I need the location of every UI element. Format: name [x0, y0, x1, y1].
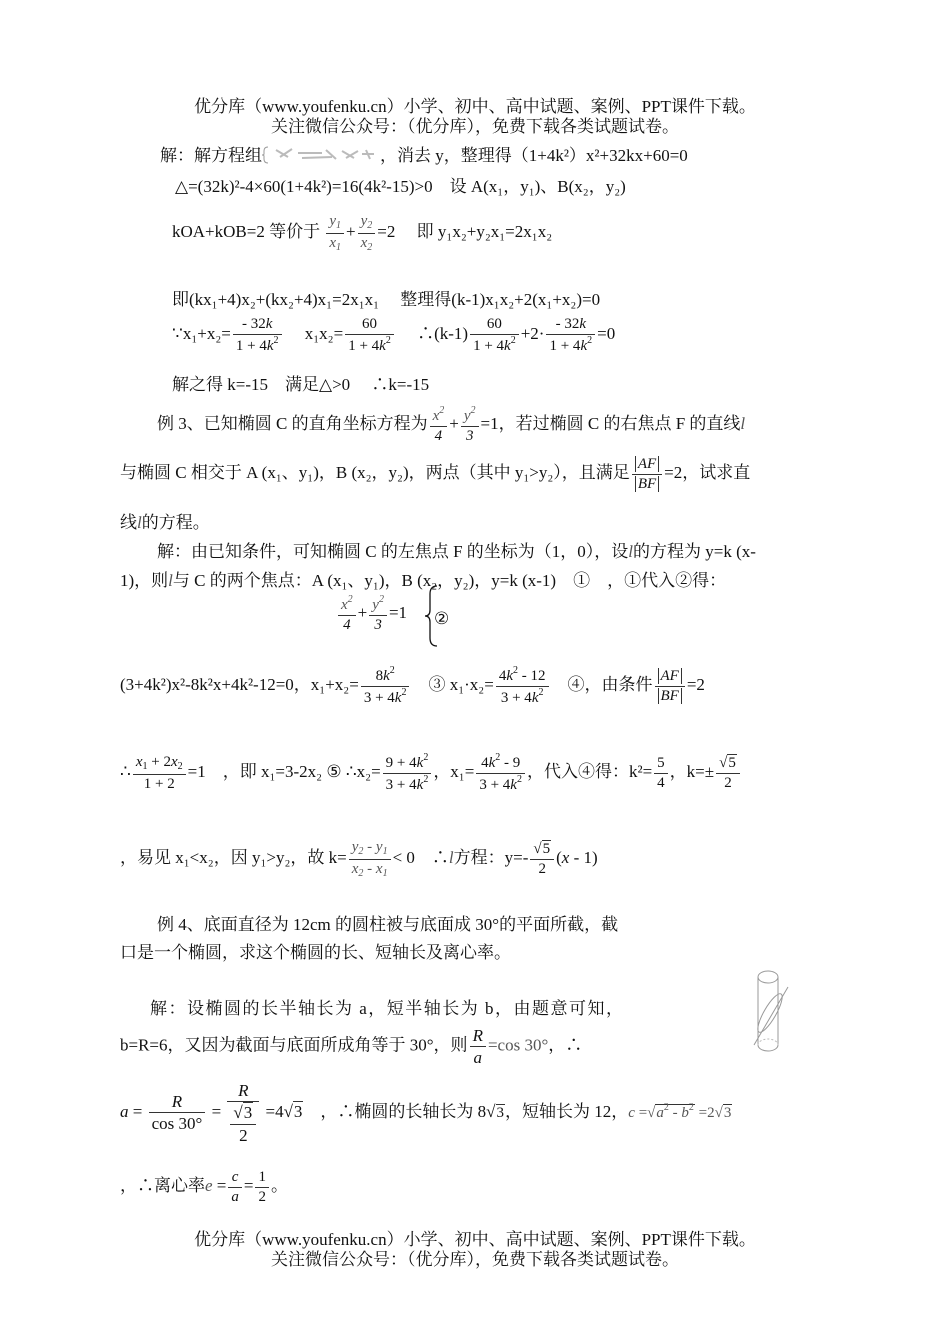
frac-product: $\frac{60}{1 + 4k^2}$: [345, 315, 394, 356]
frac-one-half: $\frac{1}{2}$: [255, 1168, 269, 1207]
ex3-sol-line3: (3+4k²)x²-8k²x+4k²-12=0，x₁+x₂= $\frac{8k^2}{3 + 4k^2}$ ③ x₁·x₂= $\frac{4k^2 - 12}{3 + 4k^2}$ ④，由条件 $\frac{AF}{BF}$ =2: [120, 665, 705, 706]
ex4-sol-line2: b=R=6，又因为截面与底面所成角等于 30°，则 $\frac{R}{a}$ =cos 30°，∴: [120, 1026, 583, 1068]
frac-R-a: $\frac{R}{a}$: [470, 1025, 486, 1069]
ratio-af-bf: $\frac{AF}{BF}$: [632, 455, 662, 494]
footer-line-2: 关注微信公众号：（优分库），免费下载各类试题试卷。: [271, 1250, 679, 1269]
frac-slope: $\frac{y_2 - y_1}{x_2 - x_1}$: [349, 838, 391, 880]
ex3-sol-line4: ∴ $\frac{x_1 + 2x_2}{1 + 2}$ =1 ，即 x₁=3-2x₂ ⑤ ∴x₂= $\frac{9 + 4k^2}{3 + 4k^2}$ ，x₁= $\frac{4k^2 - 9}{3 + 4k^2}$ ，代入④得：k²= $\frac{5}{4}$ ，k=± $\frac{√5}{2}$: [120, 752, 742, 795]
cylinder-figure: [748, 965, 796, 1065]
header-line-1: 优分库（www.youfenku.cn）小学、初中、高中试题、案例、PPT课件下载。: [194, 97, 756, 116]
ex3-para1: 例 3、已知椭圆 C 的直角坐标方程为 $\frac{x^2}{4}$ + $\frac{y^2}{3}$ =1，若过椭圆 C 的右焦点 F 的直线l: [157, 405, 746, 444]
circled-2: ②: [434, 609, 450, 628]
frac-k-squared: $\frac{5}{4}$: [654, 754, 668, 793]
sol2-line1: 解：解方程组 ，消去 y，整理得（1+4k²）x²+32kx+60=0: [160, 146, 688, 165]
frac-sum-2: $\frac{- 32k}{1 + 4k^2}$: [546, 315, 595, 356]
frac-product-2: $\frac{60}{1 + 4k^2}$: [470, 315, 519, 356]
frac-product-ex3: $\frac{4k^2 - 12}{3 + 4k^2}$: [496, 665, 549, 708]
frac-sum: $\frac{- 32k}{1 + 4k^2}$: [233, 315, 282, 356]
ex3-para3: 线l的方程。: [120, 513, 210, 532]
ellipse-frac-y: $\frac{y^2}{3}$: [461, 405, 479, 446]
sol2-line4: 即(kx₁+4)x₂+(kx₂+4)x₁=2x₁x₁ 整理得(k-1)x₁x₂+2(x₁+x₂)=0: [172, 290, 601, 309]
formula-c: $c =√a^2 - b^2 =2√3$: [628, 1101, 732, 1121]
frac-ratio-section: $\frac{x_1 + 2x_2}{1 + 2}$: [133, 753, 186, 793]
sol2-line3: kOA+kOB=2 等价于 $\frac{y_1}{x_1}$ + $\frac{y_2}{x_2}$ =2 即 y₁x₂+y₂x₁=2x₁x₂: [172, 213, 553, 253]
sol2-line6: 解之得 k=-15 满足△>0 ∴k=-15: [172, 375, 430, 394]
ex3-sol-line2: 1)，则l与 C 的两个焦点：A (x₁、y₁)，B (x₂，y₂)，y=k (x-1) ① ，①代入②得：: [120, 571, 727, 590]
frac-R-cos30: $\frac{R}{\cos 30^\circ}$: [149, 1091, 206, 1135]
ex4-para2: 口是一个椭圆，求这个椭圆的长、短轴长及离心率。: [120, 943, 511, 962]
ratio-af-bf-2: $\frac{AF}{BF}$: [655, 667, 685, 706]
equation-system-image: [262, 145, 380, 165]
footer-line-1: 优分库（www.youfenku.cn）小学、初中、高中试题、案例、PPT课件下载。: [194, 1230, 756, 1249]
ellipse-equation-2: $\frac{x^2}{4}$ + $\frac{y^2}{3}$ =1: [336, 594, 407, 635]
frac-x1: $\frac{4k^2 - 9}{3 + 4k^2}$: [476, 752, 525, 795]
ex4-sol-line1: 解：设椭圆的长半轴长为 a，短半轴长为 b，由题意可知，: [150, 999, 625, 1018]
frac-x2: $\frac{9 + 4k^2}{3 + 4k^2}$: [383, 752, 432, 795]
frac-y1-x1: $\frac{y_1}{x_1}$: [326, 212, 344, 254]
ex4-sol-line3: a = $\frac{R}{\cos 30^\circ}$ = $\frac{R}{\frac{√3}{2}}$ =4√3 ，∴椭圆的长轴长为 8√3，短轴长为 12，$c =√a^2 - b^2 =2√3$: [120, 1081, 732, 1145]
ex3-sol-line5: ，易见 x₁<x₂，因 y₁>y₂，故 k= $\frac{y_2 - y_1}{x_2 - x_1}$ < 0 ∴l方程：y=- $\frac{√5}{2}$ (x - 1): [120, 839, 598, 879]
frac-k-value: $\frac{√5}{2}$: [716, 754, 740, 793]
ex4-para1: 例 4、底面直径为 12cm 的圆柱被与底面成 30°的平面所截，截: [157, 915, 619, 934]
ex3-para2: 与椭圆 C 相交于 A (x₁、y₁)，B (x₂，y₂)，两点（其中 y₁>y₂），且满足 $\frac{AF}{BF}$ =2，试求直: [120, 456, 751, 492]
frac-R-sqrt3-2: $\frac{R}{\frac{√3}{2}}$: [227, 1080, 259, 1146]
frac-c-a: $\frac{c}{a}$: [228, 1168, 242, 1207]
sol2-line5: ∵x₁+x₂= $\frac{- 32k}{1 + 4k^2}$ x₁x₂= $\frac{60}{1 + 4k^2}$ ∴(k-1) $\frac{60}{1 + 4k^2}$ +2· $\frac{- 32k}{1 + 4k^2}$ =0: [172, 316, 616, 354]
frac-sum-ex3: $\frac{8k^2}{3 + 4k^2}$: [361, 665, 410, 708]
ellipse-frac-x: $\frac{x^2}{4}$: [430, 405, 448, 446]
frac-y2-x2: $\frac{y_2}{x_2}$: [358, 212, 376, 254]
header-line-2: 关注微信公众号：（优分库），免费下载各类试题试卷。: [271, 117, 679, 136]
ex4-sol-line4: ，∴离心率e = $\frac{c}{a}$ = $\frac{1}{2}$ 。: [120, 1169, 288, 1205]
frac-sqrt5-over-2: $\frac{√5}{2}$: [530, 840, 554, 879]
sol2-line2: △=(32k)²-4×60(1+4k²)=16(4k²-15)>0 设 A(x₁，y₁)、B(x₂，y₂): [175, 177, 626, 196]
blurred-equation-system: [262, 145, 380, 165]
ex3-sol-line1: 解：由已知条件，可知椭圆 C 的左焦点 F 的坐标为（1，0），设l的方程为 y=k (x-: [157, 542, 756, 561]
